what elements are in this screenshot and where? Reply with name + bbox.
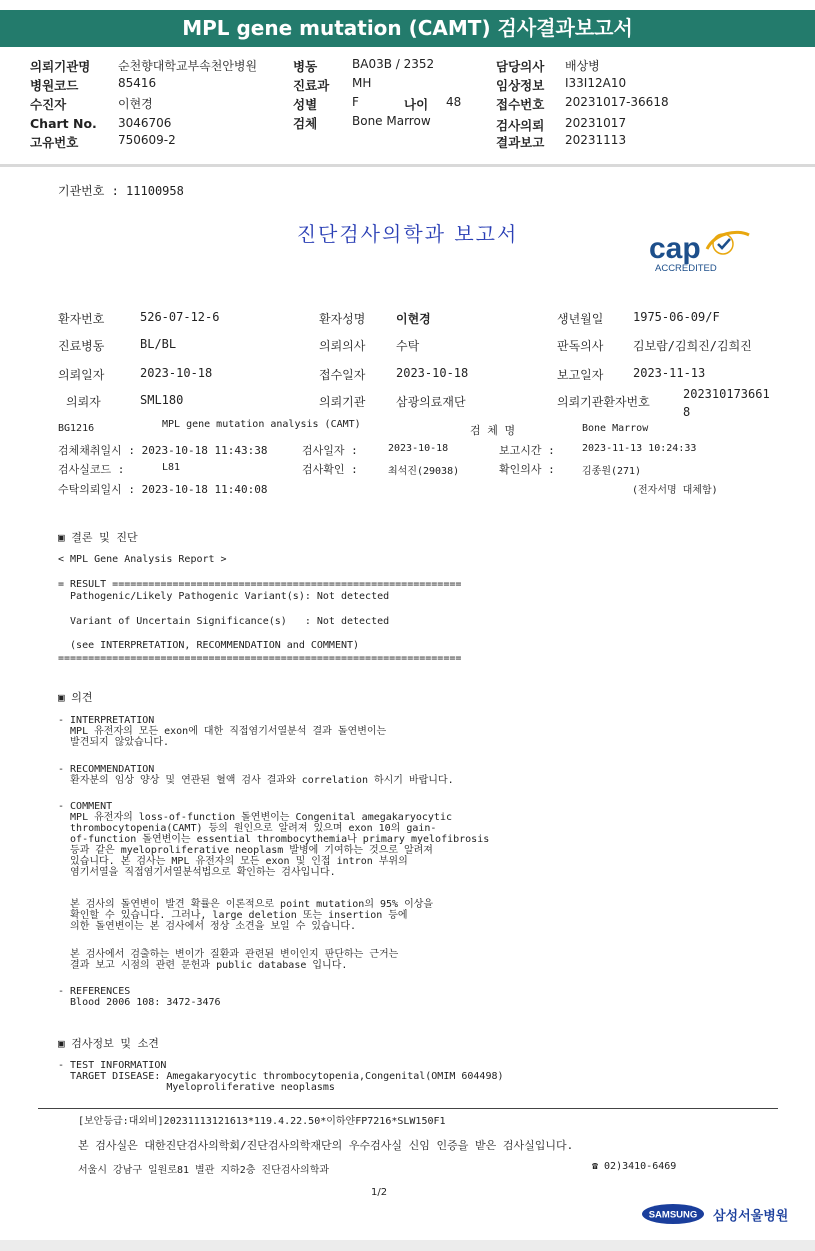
test-date-value: 2023-10-18 xyxy=(388,443,449,454)
section-opinion: ▣ 의견 xyxy=(58,691,93,704)
age-label: 나이 xyxy=(404,97,429,112)
interpretation-block: - INTERPRETATION MPL 유전자의 모든 exon에 대한 직접염기서열분석 결과 돌연변이는 발견되지 않았습니다. xyxy=(58,715,387,748)
header-value: 750609-2 xyxy=(118,133,176,147)
collection-datetime: 검체채취일시 : 2023-10-18 11:43:38 xyxy=(58,444,268,457)
received-datetime: 수탁의뢰일시 : 2023-10-18 11:40:08 xyxy=(58,483,268,496)
patient-field-value: 2023-10-18 xyxy=(396,366,469,380)
header-value: I33I12A10 xyxy=(565,76,627,90)
header-label: 병동 xyxy=(293,59,318,74)
patient-field-label: 진료병동 xyxy=(58,339,105,353)
header-value: 순천향대학교부속천안병원 xyxy=(118,59,258,73)
cap-accredited-logo xyxy=(645,227,755,275)
patient-field-label: 의뢰의사 xyxy=(319,339,366,353)
analysis-report-heading: < MPL Gene Analysis Report > xyxy=(58,554,227,565)
header-value: F xyxy=(352,95,359,109)
lab-phone: ☎ 02)3410-6469 xyxy=(592,1161,677,1172)
header-value: 이현경 xyxy=(118,97,153,111)
cap-sub: ACCREDITED xyxy=(655,263,717,274)
header-label: 담당의사 xyxy=(496,59,545,74)
patient-field-label: 생년월일 xyxy=(557,312,604,326)
patient-field-value: 526-07-12-6 xyxy=(140,310,220,324)
patient-field-value: 2023-10-18 xyxy=(140,366,213,380)
patient-field-label: 의뢰기관환자번호 xyxy=(557,395,650,409)
patient-field-label: 의뢰기관 xyxy=(319,395,366,409)
header-label: 의뢰기관명 xyxy=(30,59,91,74)
header-value: 20231017 xyxy=(565,116,627,130)
test-name: MPL gene mutation analysis (CAMT) xyxy=(162,419,361,430)
security-line: [보안등급:대외비]20231113121613*119.4.22.50*이하얀FP7216*SLW150F1 xyxy=(78,1116,446,1127)
section-conclusion: ▣ 결론 및 진단 xyxy=(58,531,138,544)
patient-field-value: 2023-11-13 xyxy=(633,366,706,380)
header-label: 결과보고 xyxy=(496,135,545,150)
header-value: 20231113 xyxy=(565,133,627,147)
patient-field-label: 의뢰일자 xyxy=(58,368,105,382)
patient-field-label: 접수일자 xyxy=(319,368,366,382)
header-label: 수진자 xyxy=(30,97,67,112)
lab-code-label: 검사실코드 : xyxy=(58,463,125,476)
header-label: 성별 xyxy=(293,97,318,112)
comment-block: - COMMENT MPL 유전자의 loss-of-function 돌연변이는 Congenital amegakaryocytic thrombocytopenia(CAMT) 등의 원인으로 알려져 있으며 exon 10의 gain- of-function 돌연변이는 essential thrombocythemia나 primary myelofibrosis 등과 같은 myeloproliferative neoplasm 발병에 기여하는 것으로 알려져 있습니다. 본 검사는 MPL 유전자의 모든 exon 및 인접 intron 부위의 염기서열을 직접염기서열분석법으로 확인하는 검사입니다. xyxy=(58,801,490,878)
hospital-name: 삼성서울병원 xyxy=(713,1209,789,1224)
header-label: 고유번호 xyxy=(30,135,79,150)
age-value: 48 xyxy=(446,95,462,109)
patient-field-value: 삼광의료재단 xyxy=(396,395,466,409)
header-label: 검사의뢰 xyxy=(496,118,545,133)
patient-field-value: 이현경 xyxy=(396,312,431,326)
certification-line: 본 검사실은 대한진단검사의학회/진단검사의학재단의 우수검사실 신임 인증을 받은 검사실입니다. xyxy=(78,1139,574,1152)
header-separator xyxy=(0,164,815,167)
header-value: 배상병 xyxy=(565,59,600,73)
patient-field-label: 의뢰자 xyxy=(66,395,101,409)
recommendation-block: - RECOMMENDATION 환자분의 임상 양상 및 연관된 혈액 검사 결과와 correlation 하시기 바랍니다. xyxy=(58,764,454,786)
lab-report-title: 진단검사의학과 보고서 xyxy=(296,222,519,246)
referral-patient-no-extra: 8 xyxy=(683,405,691,419)
patient-field-value: 김보람/김희진/김희진 xyxy=(633,339,752,353)
patient-field-value: SML180 xyxy=(140,393,184,407)
patient-field-label: 판독의사 xyxy=(557,339,604,353)
header-label: 병원코드 xyxy=(30,78,79,93)
test-confirm-value: 최석진(29038) xyxy=(388,466,460,477)
samsung-logo xyxy=(641,1203,705,1225)
test-code: BG1216 xyxy=(58,423,95,434)
test-date-label: 검사일자 : xyxy=(302,444,358,457)
page-bottom-band xyxy=(0,1240,815,1251)
samsung-word: SAMSUNG xyxy=(648,1209,698,1221)
patient-field-label: 환자번호 xyxy=(58,312,105,326)
header-label: Chart No. xyxy=(30,116,97,131)
page-number: 1/2 xyxy=(371,1187,388,1198)
header-label: 임상정보 xyxy=(496,78,545,93)
confirm-doctor-value: 김종원(271) xyxy=(582,466,642,477)
section-test-info: ▣ 검사정보 및 소견 xyxy=(58,1037,159,1050)
header-label: 접수번호 xyxy=(496,97,545,112)
footer-divider xyxy=(38,1108,778,1109)
header-value: BA03B / 2352 xyxy=(352,57,435,71)
header-value: 20231017-36618 xyxy=(565,95,669,109)
header-value: MH xyxy=(352,76,372,90)
patient-field-label: 보고일자 xyxy=(557,368,604,382)
specimen-label: 검 체 명 xyxy=(470,424,516,437)
header-value: 3046706 xyxy=(118,116,172,130)
confirm-doctor-label: 확인의사 : xyxy=(499,463,555,476)
specimen-value: Bone Marrow xyxy=(582,423,649,434)
patient-field-value: 1975-06-09/F xyxy=(633,310,720,324)
test-information-block: - TEST INFORMATION TARGET DISEASE: Amegakaryocytic thrombocytopenia,Congenital(OMIM 604498) Myeloproliferative neoplasms xyxy=(58,1060,504,1093)
cap-word: cap xyxy=(649,232,701,265)
comment-block-3: 본 검사에서 검출하는 변이가 질환과 관련된 변이인지 판단하는 근거는 결과 보고 시점의 관련 문헌과 public database 입니다. xyxy=(70,949,399,971)
lab-address: 서울시 강남구 일원로81 별관 지하2층 진단검사의학과 xyxy=(78,1165,330,1176)
header-label: 검체 xyxy=(293,116,318,131)
report-time-value: 2023-11-13 10:24:33 xyxy=(582,443,697,454)
references-block: - REFERENCES Blood 2006 108: 3472-3476 xyxy=(58,986,221,1008)
patient-field-value: BL/BL xyxy=(140,337,177,351)
result-block: = RESULT ========================================================== Pathogenic/Likely Pathogenic Variant(s): Not detected Variant of Uncertain Significance(s) : Not detected (see INTERPRETATION, RECOMMENDATION and COMMENT) =================================================================== xyxy=(58,579,462,664)
report-time-label: 보고시간 : xyxy=(499,444,555,457)
e-signature-note: (전자서명 대체함) xyxy=(632,485,718,496)
header-value: Bone Marrow xyxy=(352,114,431,128)
header-value: 85416 xyxy=(118,76,157,90)
test-confirm-label: 검사확인 : xyxy=(302,463,358,476)
report-title-bar: MPL gene mutation (CAMT) 검사결과보고서 xyxy=(0,10,815,47)
comment-block-2: 본 검사의 돌연변이 발견 확률은 이론적으로 point mutation의 95% 이상을 확인할 수 있습니다. 그러나, large deletion 또는 insertion 등에 의한 돌연변이는 본 검사에서 정상 소견을 보일 수 있습니다. xyxy=(70,899,434,932)
patient-field-value: 202310173661 xyxy=(683,387,770,401)
header-label: 진료과 xyxy=(293,78,330,93)
lab-code-value: L81 xyxy=(162,462,181,473)
institution-number: 기관번호 : 11100958 xyxy=(58,184,184,198)
patient-field-label: 환자성명 xyxy=(319,312,366,326)
patient-field-value: 수탁 xyxy=(396,339,420,353)
